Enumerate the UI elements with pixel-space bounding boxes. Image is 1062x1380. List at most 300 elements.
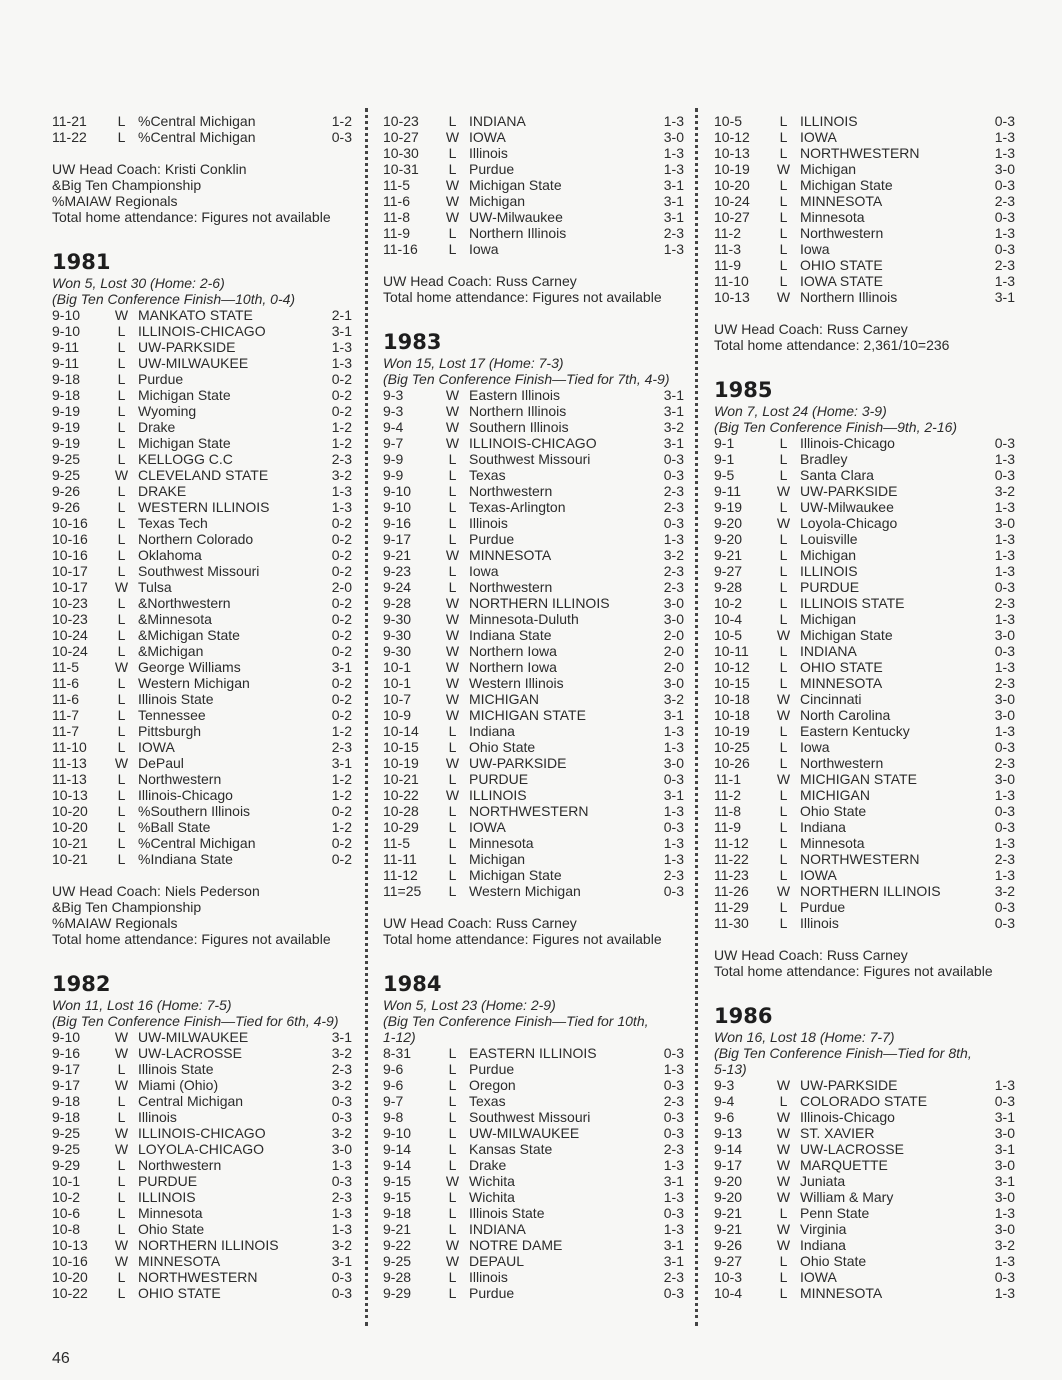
game-result: W — [445, 707, 460, 723]
game-score: 0-2 — [331, 531, 352, 547]
game-date: 10-12 — [714, 129, 750, 145]
game-row — [52, 1077, 352, 1093]
game-opponent: IOWA — [138, 739, 175, 755]
game-row — [383, 161, 684, 177]
game-score: 2-3 — [663, 1141, 684, 1157]
game-date: 10-17 — [52, 579, 88, 595]
game-score: 1-3 — [994, 723, 1015, 739]
game-date: 11-9 — [714, 257, 741, 273]
game-score: 1-3 — [994, 547, 1015, 563]
season-summary: (Big Ten Conference Finish—Tied for 8th, — [714, 1045, 972, 1061]
game-row — [52, 1205, 352, 1221]
game-opponent: %Ball State — [138, 819, 211, 835]
game-score: 0-2 — [331, 547, 352, 563]
game-opponent: NORTHWESTERN — [469, 803, 589, 819]
season-note: UW Head Coach: Russ Carney — [383, 273, 577, 289]
game-result: W — [114, 1125, 129, 1141]
game-score: 1-3 — [331, 1221, 352, 1237]
game-row — [714, 193, 1015, 209]
game-result: L — [779, 113, 788, 129]
game-score: 0-2 — [331, 835, 352, 851]
game-row — [52, 627, 352, 643]
game-result: W — [776, 1173, 791, 1189]
game-opponent: NORTHERN ILLINOIS — [800, 883, 941, 899]
game-row — [714, 867, 1015, 883]
game-score: 3-1 — [663, 1237, 684, 1253]
game-row — [714, 1093, 1015, 1109]
game-row — [52, 1125, 352, 1141]
game-date: 9-18 — [52, 1109, 81, 1125]
game-result: L — [448, 883, 457, 899]
game-row — [714, 145, 1015, 161]
game-row — [383, 707, 684, 723]
game-opponent: Minnesota-Duluth — [469, 611, 579, 627]
game-result: L — [448, 161, 457, 177]
season-note: Total home attendance: Figures not available — [714, 963, 993, 979]
game-row — [383, 1253, 684, 1269]
game-opponent: Illinois State — [469, 1205, 545, 1221]
game-result: L — [779, 915, 788, 931]
game-date: 11-6 — [383, 193, 410, 209]
game-score: 0-3 — [994, 1269, 1015, 1285]
season-year-heading: 1981 — [52, 250, 111, 274]
game-result: L — [448, 499, 457, 515]
game-row — [714, 1269, 1015, 1285]
game-opponent: Northern Iowa — [469, 659, 557, 675]
game-date: 9-30 — [383, 611, 412, 627]
game-result: L — [117, 643, 126, 659]
game-row — [714, 707, 1015, 723]
game-result: L — [779, 867, 788, 883]
game-result: L — [779, 467, 788, 483]
game-result: W — [445, 1253, 460, 1269]
game-date: 9-13 — [714, 1125, 743, 1141]
game-date: 9-17 — [52, 1061, 81, 1077]
game-result: L — [779, 145, 788, 161]
game-date: 11-13 — [52, 771, 87, 787]
game-result: W — [445, 1237, 460, 1253]
game-row — [383, 883, 684, 899]
game-result: W — [445, 419, 460, 435]
game-row — [52, 1173, 352, 1189]
game-result: L — [117, 563, 126, 579]
game-opponent: Michigan State — [800, 177, 893, 193]
game-date: 10-2 — [52, 1189, 81, 1205]
game-score: 3-0 — [994, 1125, 1015, 1141]
game-result: L — [779, 435, 788, 451]
game-date: 9-19 — [714, 499, 743, 515]
game-result: W — [776, 883, 791, 899]
game-score: 3-1 — [994, 1109, 1015, 1125]
game-date: 10-4 — [714, 1285, 743, 1301]
game-row — [714, 915, 1015, 931]
game-row — [52, 643, 352, 659]
game-opponent: Tennessee — [138, 707, 206, 723]
game-opponent: Virginia — [800, 1221, 847, 1237]
game-date: 9-28 — [714, 579, 743, 595]
game-row — [714, 209, 1015, 225]
game-row — [714, 563, 1015, 579]
game-result: L — [117, 707, 126, 723]
game-date: 9-30 — [383, 643, 412, 659]
game-opponent: Penn State — [800, 1205, 870, 1221]
game-result: L — [779, 241, 788, 257]
game-date: 11-3 — [714, 241, 741, 257]
game-score: 2-3 — [994, 755, 1015, 771]
game-result: W — [114, 1253, 129, 1269]
game-date: 10-20 — [52, 819, 88, 835]
game-score: 3-2 — [994, 883, 1015, 899]
game-opponent: %Central Michigan — [138, 835, 256, 851]
game-result: W — [445, 627, 460, 643]
game-row — [714, 451, 1015, 467]
game-result: L — [117, 435, 126, 451]
game-row — [714, 803, 1015, 819]
game-score: 1-3 — [994, 129, 1015, 145]
game-date: 9-17 — [383, 531, 412, 547]
game-score: 3-0 — [994, 1157, 1015, 1173]
game-score: 1-3 — [994, 499, 1015, 515]
game-result: L — [117, 691, 126, 707]
game-result: L — [448, 241, 457, 257]
game-row — [383, 803, 684, 819]
game-score: 0-3 — [663, 883, 684, 899]
game-row — [714, 129, 1015, 145]
game-result: L — [448, 723, 457, 739]
game-opponent: UW-Milwaukee — [800, 499, 894, 515]
game-date: 11-30 — [714, 915, 749, 931]
game-opponent: Texas — [469, 1093, 506, 1109]
game-date: 10-19 — [714, 723, 750, 739]
game-date: 11-11 — [383, 851, 417, 867]
game-result: L — [448, 803, 457, 819]
game-row — [714, 531, 1015, 547]
game-score: 3-1 — [994, 289, 1015, 305]
game-opponent: IOWA — [469, 819, 506, 835]
game-result: W — [114, 307, 129, 323]
game-result: L — [779, 257, 788, 273]
game-score: 1-3 — [331, 339, 352, 355]
game-date: 9-10 — [383, 1125, 412, 1141]
game-row — [383, 435, 684, 451]
game-opponent: Michigan State — [138, 387, 231, 403]
spacer — [52, 867, 352, 883]
game-date: 9-10 — [52, 1029, 81, 1045]
game-date: 9-26 — [52, 499, 81, 515]
game-score: 2-3 — [331, 739, 352, 755]
spacer — [714, 979, 1015, 1003]
game-date: 10-23 — [52, 611, 88, 627]
game-date: 10-4 — [714, 611, 743, 627]
game-date: 10-19 — [714, 161, 750, 177]
game-result: L — [448, 851, 457, 867]
game-result: W — [445, 595, 460, 611]
game-opponent: UW-Milwaukee — [469, 209, 563, 225]
game-date: 9-9 — [383, 467, 404, 483]
game-score: 2-3 — [994, 851, 1015, 867]
game-date: 9-20 — [714, 1173, 743, 1189]
spacer — [714, 931, 1015, 947]
game-result: W — [776, 1237, 791, 1253]
game-opponent: IOWA — [800, 129, 837, 145]
game-score: 0-3 — [331, 1269, 352, 1285]
game-result: L — [779, 611, 788, 627]
game-row — [714, 241, 1015, 257]
season-note: Total home attendance: 2,361/10=236 — [714, 337, 950, 353]
game-opponent: Purdue — [469, 1285, 515, 1301]
game-opponent: Miami (Ohio) — [138, 1077, 219, 1093]
game-score: 0-3 — [994, 899, 1015, 915]
game-date: 10-11 — [714, 643, 749, 659]
game-date: 10-24 — [52, 643, 88, 659]
game-opponent: MINNESOTA — [469, 547, 552, 563]
game-row — [383, 595, 684, 611]
game-date: 10-19 — [383, 755, 419, 771]
game-row — [52, 1045, 352, 1061]
game-result: L — [117, 113, 126, 129]
game-score: 3-0 — [331, 1141, 352, 1157]
results-column-1 — [52, 113, 352, 1301]
game-opponent: Eastern Illinois — [469, 387, 561, 403]
game-opponent: Purdue — [138, 371, 184, 387]
game-opponent: INDIANA — [469, 1221, 526, 1237]
game-row — [714, 547, 1015, 563]
game-date: 9-25 — [52, 1141, 81, 1157]
game-opponent: William & Mary — [800, 1189, 894, 1205]
game-score: 1-3 — [663, 1061, 684, 1077]
game-opponent: &Northwestern — [138, 595, 231, 611]
game-result: L — [117, 1093, 126, 1109]
game-date: 10-28 — [383, 803, 419, 819]
game-date: 9-10 — [383, 483, 412, 499]
game-result: L — [117, 803, 126, 819]
spacer — [52, 145, 352, 161]
game-row — [714, 1157, 1015, 1173]
game-date: 10-20 — [52, 803, 88, 819]
game-date: 9-6 — [714, 1109, 735, 1125]
game-date: 10-26 — [714, 755, 750, 771]
game-row — [383, 1109, 684, 1125]
game-row — [714, 1109, 1015, 1125]
game-opponent: MICHIGAN STATE — [800, 771, 917, 787]
game-opponent: ST. XAVIER — [800, 1125, 875, 1141]
game-row — [383, 1061, 684, 1077]
game-date: 11-1 — [714, 771, 741, 787]
game-result: L — [448, 563, 457, 579]
game-date: 10-23 — [383, 113, 419, 129]
game-result: W — [445, 643, 460, 659]
game-result: W — [445, 659, 460, 675]
season-note: %MAIAW Regionals — [52, 193, 178, 209]
game-result: W — [776, 161, 791, 177]
game-date: 10-16 — [52, 531, 88, 547]
season-note: UW Head Coach: Russ Carney — [714, 947, 908, 963]
game-opponent: Northwestern — [800, 225, 884, 241]
game-date: 9-6 — [383, 1061, 404, 1077]
page-number: 46 — [52, 1350, 70, 1367]
game-row — [714, 675, 1015, 691]
game-result: L — [448, 1109, 457, 1125]
game-opponent: Indiana — [800, 1237, 846, 1253]
game-date: 11=25 — [383, 883, 422, 899]
game-row — [714, 851, 1015, 867]
game-score: 0-2 — [331, 515, 352, 531]
game-date: 9-17 — [52, 1077, 81, 1093]
season-note: &Big Ten Championship — [52, 177, 202, 193]
game-row — [52, 547, 352, 563]
game-date: 10-1 — [52, 1173, 81, 1189]
game-date: 10-20 — [52, 1269, 88, 1285]
game-row — [383, 1205, 684, 1221]
game-opponent: Northwestern — [138, 771, 222, 787]
game-score: 3-0 — [663, 129, 684, 145]
game-score: 3-1 — [994, 1141, 1015, 1157]
game-result: L — [779, 499, 788, 515]
game-row — [714, 691, 1015, 707]
game-date: 10-24 — [52, 627, 88, 643]
game-row — [383, 1269, 684, 1285]
game-row — [383, 193, 684, 209]
game-opponent: Minnesota — [800, 209, 865, 225]
game-result: L — [117, 387, 126, 403]
game-result: W — [114, 659, 129, 675]
game-opponent: Northwestern — [138, 1157, 222, 1173]
game-date: 9-16 — [383, 515, 412, 531]
game-opponent: LOYOLA-CHICAGO — [138, 1141, 265, 1157]
game-result: W — [776, 483, 791, 499]
game-result: W — [776, 1141, 791, 1157]
game-score: 3-2 — [663, 691, 684, 707]
game-date: 11-16 — [383, 241, 418, 257]
game-row — [714, 739, 1015, 755]
game-result: W — [776, 691, 791, 707]
game-score: 2-3 — [663, 563, 684, 579]
game-opponent: UW-PARKSIDE — [469, 755, 567, 771]
game-opponent: &Minnesota — [138, 611, 212, 627]
game-result: L — [117, 1269, 126, 1285]
game-score: 2-3 — [994, 595, 1015, 611]
game-date: 11-7 — [52, 723, 79, 739]
game-date: 11-23 — [714, 867, 749, 883]
game-score: 0-2 — [331, 387, 352, 403]
game-opponent: Minnesota — [138, 1205, 203, 1221]
game-result: L — [779, 803, 788, 819]
game-opponent: IOWA — [800, 867, 837, 883]
game-opponent: %Indiana State — [138, 851, 233, 867]
game-result: L — [117, 339, 126, 355]
game-opponent: Illinois — [469, 1269, 508, 1285]
game-opponent: Ohio State — [800, 1253, 867, 1269]
game-date: 10-8 — [52, 1221, 81, 1237]
game-result: L — [117, 1205, 126, 1221]
game-score: 0-3 — [663, 515, 684, 531]
game-row — [52, 739, 352, 755]
game-score: 1-3 — [994, 563, 1015, 579]
game-opponent: Western Illinois — [469, 675, 564, 691]
game-score: 3-1 — [331, 659, 352, 675]
game-result: L — [779, 851, 788, 867]
game-result: L — [117, 355, 126, 371]
game-score: 1-3 — [994, 611, 1015, 627]
game-row — [52, 129, 352, 145]
game-score: 1-3 — [994, 1285, 1015, 1301]
game-opponent: Bradley — [800, 451, 848, 467]
game-row — [714, 1205, 1015, 1221]
game-row — [714, 1141, 1015, 1157]
game-row — [383, 177, 684, 193]
game-score: 0-3 — [663, 1205, 684, 1221]
game-result: L — [117, 787, 126, 803]
game-date: 11-22 — [714, 851, 749, 867]
game-row — [52, 1157, 352, 1173]
game-row — [714, 1125, 1015, 1141]
game-result: L — [779, 273, 788, 289]
game-row — [52, 323, 352, 339]
game-result: L — [779, 1093, 788, 1109]
game-row — [383, 835, 684, 851]
game-row — [52, 371, 352, 387]
game-opponent: MICHIGAN STATE — [469, 707, 586, 723]
game-date: 9-15 — [383, 1173, 412, 1189]
season-summary: (Big Ten Conference Finish—10th, 0-4) — [52, 291, 296, 307]
game-row — [714, 499, 1015, 515]
game-result: L — [779, 193, 788, 209]
game-result: L — [779, 451, 788, 467]
game-score: 1-2 — [331, 435, 352, 451]
game-result: L — [117, 403, 126, 419]
game-date: 9-16 — [52, 1045, 81, 1061]
season-year-heading: 1985 — [714, 378, 773, 402]
game-row — [52, 1221, 352, 1237]
game-date: 10-27 — [714, 209, 750, 225]
game-score: 2-3 — [331, 1061, 352, 1077]
game-result: L — [779, 579, 788, 595]
game-date: 10-13 — [52, 787, 88, 803]
game-row — [714, 1077, 1015, 1093]
game-result: L — [779, 547, 788, 563]
game-row — [714, 723, 1015, 739]
game-score: 1-3 — [331, 499, 352, 515]
game-result: L — [779, 225, 788, 241]
game-date: 11-29 — [714, 899, 749, 915]
game-score: 0-3 — [994, 435, 1015, 451]
game-result: L — [117, 323, 126, 339]
game-row — [52, 1061, 352, 1077]
game-opponent: PURDUE — [138, 1173, 198, 1189]
game-score: 1-3 — [994, 145, 1015, 161]
game-score: 1-3 — [663, 835, 684, 851]
game-score: 0-3 — [994, 241, 1015, 257]
game-score: 3-1 — [331, 1253, 352, 1269]
game-row — [383, 1189, 684, 1205]
game-result: L — [448, 739, 457, 755]
season-year-heading: 1986 — [714, 1004, 773, 1028]
game-opponent: Michigan — [800, 161, 857, 177]
game-opponent: Iowa — [469, 241, 499, 257]
game-opponent: ILLINOIS STATE — [800, 595, 905, 611]
game-result: W — [114, 1029, 129, 1045]
game-opponent: Northwestern — [469, 483, 553, 499]
game-score: 3-1 — [663, 403, 684, 419]
game-score: 3-0 — [994, 707, 1015, 723]
game-date: 9-26 — [714, 1237, 743, 1253]
game-row — [52, 819, 352, 835]
game-score: 0-2 — [331, 643, 352, 659]
game-date: 9-20 — [714, 531, 743, 547]
game-row — [714, 755, 1015, 771]
game-row — [383, 225, 684, 241]
game-score: 2-1 — [331, 307, 352, 323]
